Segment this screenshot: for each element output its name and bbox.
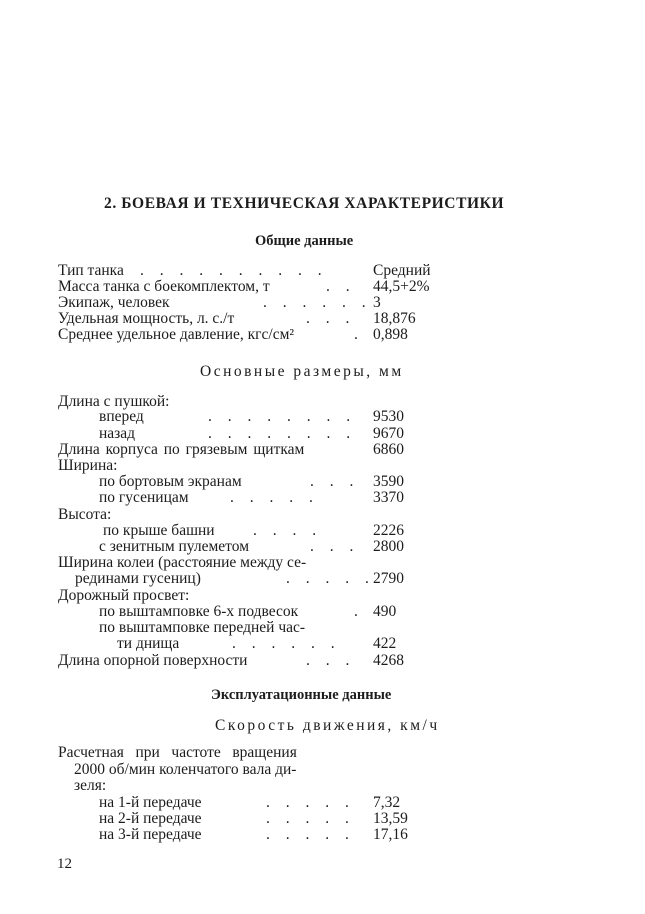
clearance-front-line-1: по выштамповке передней час- [99,619,306,636]
row-tank-type: Тип танка . . . . . . . . . . Средний [58,262,431,279]
page-number: 12 [57,856,72,872]
row-height-mg: с зенитным пулеметом . . . 2800 [99,538,404,555]
row-crew: Экипаж, человек . . . . . . 3 [58,294,381,311]
width-label: Ширина: [58,457,118,474]
row-gear-1: на 1-й передаче . . . . . 7,32 [99,794,401,811]
gun-length-label: Длина с пушкой: [58,393,170,410]
row-support-length: Длина опорной поверхности . . . 4268 [58,652,404,669]
section-title: 2. БОЕВАЯ И ТЕХНИЧЕСКАЯ ХАРАКТЕРИСТИКИ [104,195,505,212]
general-data-heading: Общие данные [255,233,354,249]
operational-heading: Эксплуатационные данные [211,687,392,703]
row-height-turret: по крыше башни . . . . 2226 [103,522,404,539]
calc-line-2: 2000 об/мин коленчатого вала ди- [74,761,297,778]
dimensions-heading: Основные размеры, мм [200,363,404,380]
calc-line-3: зеля: [74,777,107,794]
height-label: Высота: [58,506,112,523]
row-gun-back: назад . . . . . . . . 9670 [99,425,404,442]
row-clearance-stamp6: по выштамповке 6-х подвесок . 490 [99,603,397,620]
row-ground-pressure: Среднее удельное давление, кгс/см² . 0,898 [58,326,408,343]
row-gear-2: на 2-й передаче . . . . . 13,59 [99,810,408,827]
speed-heading: Скорость движения, км/ч [215,717,440,734]
row-gear-3: на 3-й передаче . . . . . 17,16 [99,826,408,843]
gauge-line-1: Ширина колеи (расстояние между се- [58,554,307,571]
row-tank-mass: Масса танка с боекомплектом, т . . 44,5+2% [58,278,430,295]
row-hull-length: Длина корпуса по грязевым щиткам 6860 [58,441,404,458]
calc-line-1: Расчетная при частоте вращения [58,744,297,761]
clearance-label: Дорожный просвет: [58,587,190,604]
row-width-screens: по бортовым экранам . . . 3590 [99,473,404,490]
row-clearance-front: ти днища . . . . . . 422 [117,635,397,652]
row-gun-forward: вперед . . . . . . . . 9530 [99,408,404,425]
row-specific-power: Удельная мощность, л. с./т . . . 18,876 [58,310,416,327]
row-gauge: рединами гусениц) . . . . . 2790 [75,570,404,587]
row-width-tracks: по гусеницам . . . . . 3370 [99,489,404,506]
